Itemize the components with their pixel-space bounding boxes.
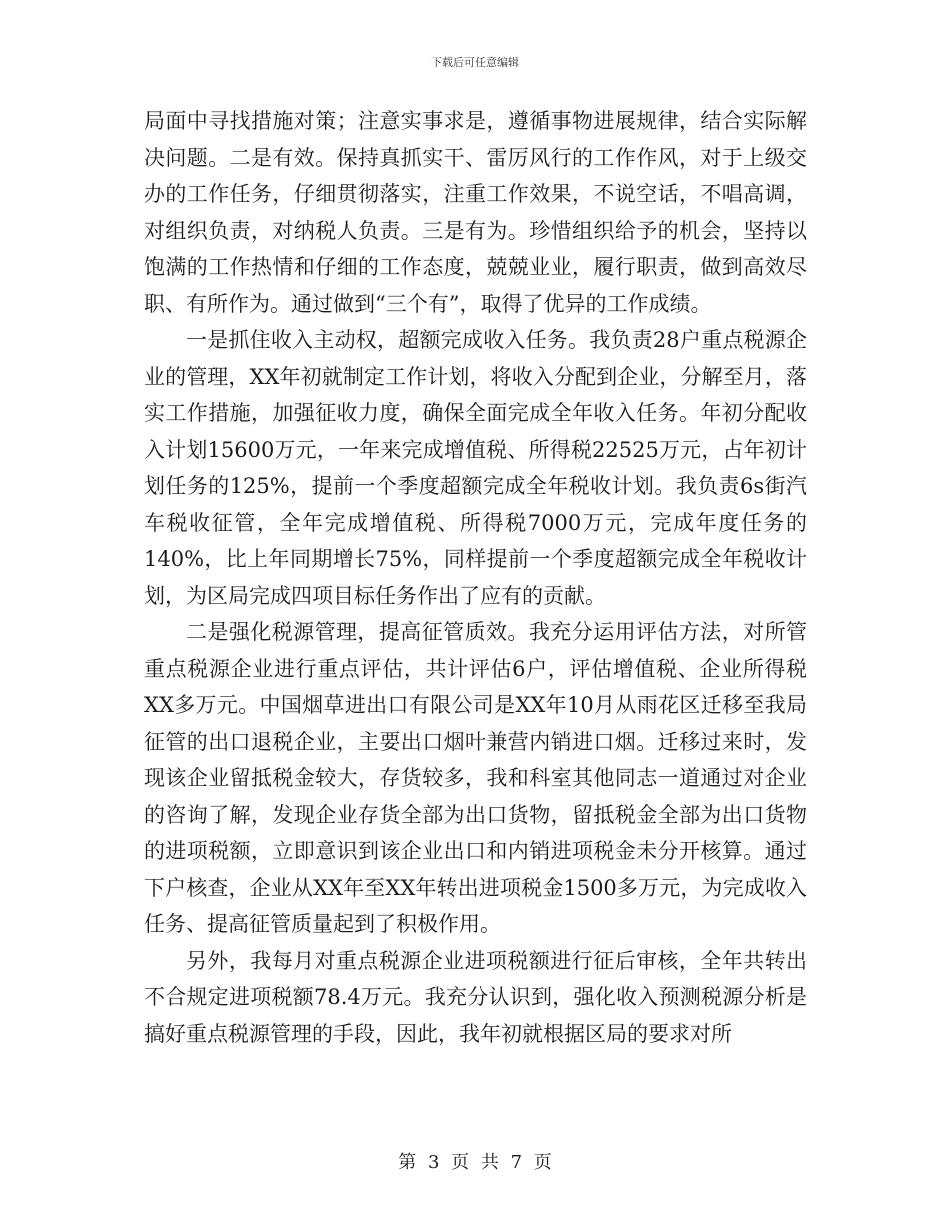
- page-footer: 第 3 页 共 7 页: [398, 1152, 552, 1173]
- paragraph-4: 另外，我每月对重点税源企业进项税额进行征后审核，全年共转出不合规定进项税额78.4万元。我充分认识到，强化收入预测税源分析是搞好重点税源管理的手段，因此，我年初就根据区局的要求对所: [144, 948, 807, 1046]
- page-header: 下载后可任意编辑: [431, 56, 519, 69]
- paragraph-3: 二是强化税源管理，提高征管质效。我充分运用评估方法，对所管重点税源企业进行重点评估，共计评估6户，评估增值税、企业所得税XX多万元。中国烟草进出口有限公司是XX年10月从雨花区迁移至我局征管的出口退税企业，主要出口烟叶兼营内销进口烟。迁移过来时，发现该企业留抵税金较大，存货较多，我和科室其他同志一道通过对企业的咨询了解，发现企业存货全部为出口货物，留抵税金全部为出口货物的进项税额，立即意识到该企业出口和内销进项税金未分开核算。通过下户核查，企业从XX年至XX年转出进项税金1500多万元，为完成收入任务、提高征管质量起到了积极作用。: [144, 620, 807, 936]
- paragraph-1: 局面中寻找措施对策；注意实事求是，遵循事物进展规律，结合实际解决问题。二是有效。保持真抓实干、雷厉风行的工作作风，对于上级交办的工作任务，仔细贯彻落实，注重工作效果，不说空话，不唱高调，对组织负责，对纳税人负责。三是有为。珍惜组织给予的机会，坚持以饱满的工作热情和仔细的工作态度，兢兢业业，履行职责，做到高效尽职、有所作为。通过做到“三个有”，取得了优异的工作成绩。: [144, 109, 807, 316]
- document-body: [144, 103, 807, 1052]
- paragraph-2: 一是抓住收入主动权，超额完成收入任务。我负责28户重点税源企业的管理，XX年初就制定工作计划，将收入分配到企业，分解至月，落实工作措施，加强征收力度，确保全面完成全年收入任务。年初分配收入计划15600万元，一年来完成增值税、所得税22525万元，占年初计划任务的125%，提前一个季度超额完成全年税收计划。我负责6s街汽车税收征管，全年完成增值税、所得税7000万元，完成年度任务的140%，比上年同期增长75%，同样提前一个季度超额完成全年税收计划，为区局完成四项目标任务作出了应有的贡献。: [144, 328, 807, 608]
